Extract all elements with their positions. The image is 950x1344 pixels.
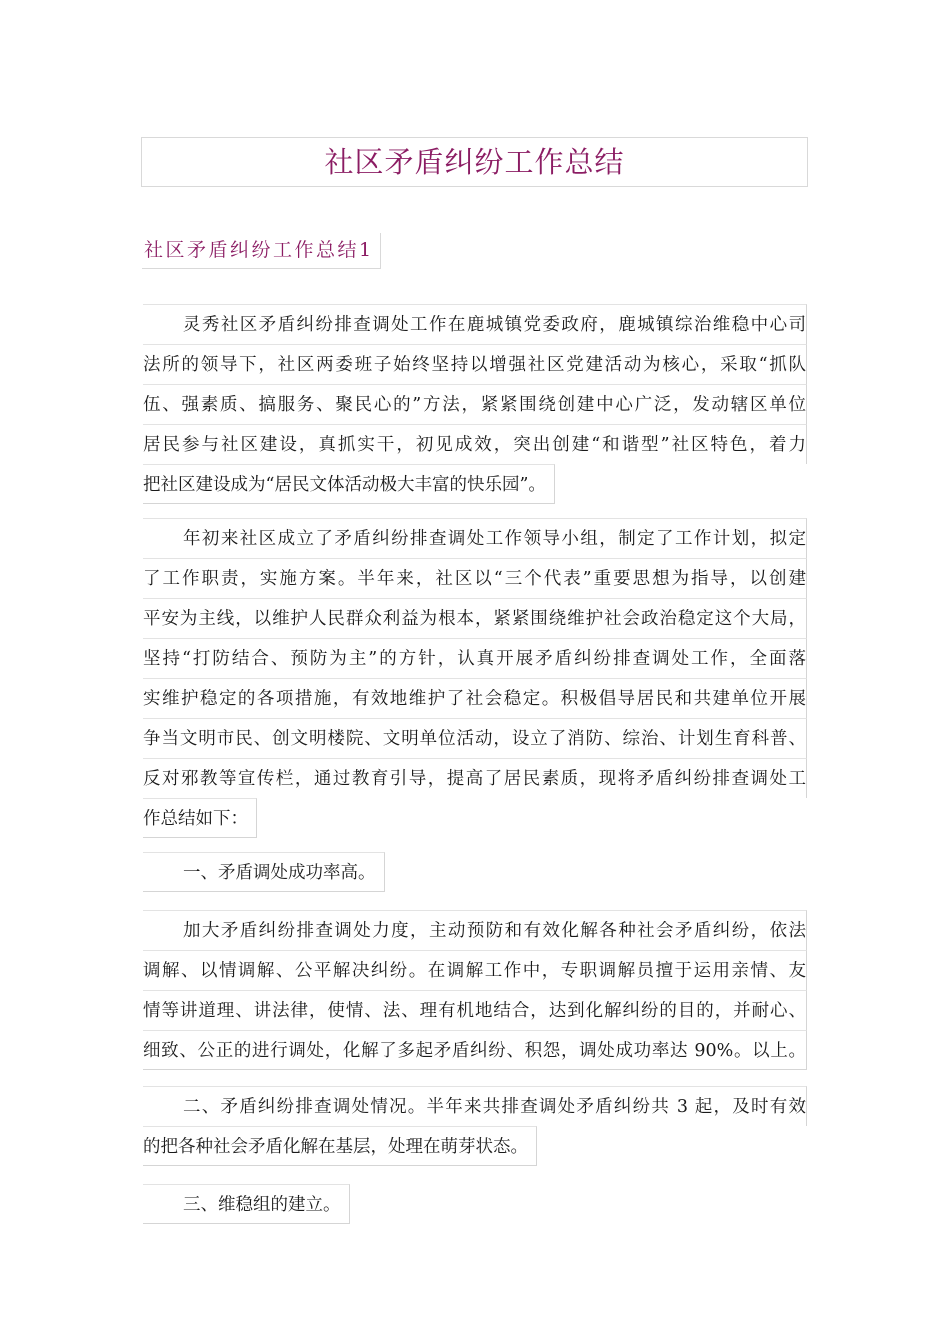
paragraph-line: 一、矛盾调处成功率高。 — [143, 852, 385, 892]
paragraph-line: 二、矛盾纠纷排查调处情况。半年来共排查调处矛盾纠纷共 3 起，及时有效 — [143, 1086, 807, 1126]
paragraph-line: 把社区建设成为“居民文体活动极大丰富的快乐园”。 — [143, 464, 555, 504]
paragraph-line: 实维护稳定的各项措施，有效地维护了社会稳定。积极倡导居民和共建单位开展 — [143, 678, 807, 718]
paragraph-line: 调解、以情调解、公平解决纠纷。在调解工作中，专职调解员擅于运用亲情、友 — [143, 950, 807, 990]
document-title-box — [141, 137, 808, 187]
paragraph-line: 争当文明市民、创文明楼院、文明单位活动，设立了消防、综治、计划生育科普、 — [143, 718, 807, 758]
paragraph-line: 的把各种社会矛盾化解在基层，处理在萌芽状态。 — [143, 1126, 537, 1166]
paragraph-line: 作总结如下： — [143, 798, 257, 838]
document-title: 社区矛盾纠纷工作总结 — [324, 145, 625, 179]
paragraph-1 — [143, 304, 807, 504]
paragraph-line: 加大矛盾纠纷排查调处力度，主动预防和有效化解各种社会矛盾纠纷，依法 — [143, 910, 807, 950]
paragraph-line: 三、维稳组的建立。 — [143, 1184, 350, 1224]
paragraph-line: 伍、强素质、搞服务、聚民心的”方法，紧紧围绕创建中心广泛，发动辖区单位 — [143, 384, 807, 424]
paragraph-4 — [143, 1086, 807, 1166]
paragraph-line: 年初来社区成立了矛盾纠纷排查调处工作领导小组，制定了工作计划，拟定 — [143, 518, 807, 558]
paragraph-line: 情等讲道理、讲法律，使情、法、理有机地结合，达到化解纠纷的目的，并耐心、 — [143, 990, 807, 1030]
item-heading-3 — [143, 1184, 807, 1224]
paragraph-line: 居民参与社区建设，真抓实干，初见成效，突出创建“和谐型”社区特色，着力 — [143, 424, 807, 464]
paragraph-line: 反对邪教等宣传栏，通过教育引导，提高了居民素质，现将矛盾纠纷排查调处工 — [143, 758, 807, 798]
paragraph-line: 坚持“打防结合、预防为主”的方针，认真开展矛盾纠纷排查调处工作，全面落 — [143, 638, 807, 678]
section-heading: 社区矛盾纠纷工作总结1 — [142, 233, 381, 269]
paragraph-line: 法所的领导下，社区两委班子始终坚持以增强社区党建活动为核心，采取“抓队 — [143, 344, 807, 384]
paragraph-line: 灵秀社区矛盾纠纷排查调处工作在鹿城镇党委政府，鹿城镇综治维稳中心司 — [143, 304, 807, 344]
paragraph-2 — [143, 518, 807, 838]
paragraph-line: 平安为主线，以维护人民群众利益为根本，紧紧围绕维护社会政治稳定这个大局， — [143, 598, 807, 638]
paragraph-3 — [143, 910, 807, 1070]
paragraph-line: 细致、公正的进行调处，化解了多起矛盾纠纷、积怨，调处成功率达 90%。以上。 — [143, 1030, 807, 1070]
item-heading-1 — [143, 852, 807, 892]
paragraph-line: 了工作职责，实施方案。半年来，社区以“三个代表”重要思想为指导，以创建 — [143, 558, 807, 598]
